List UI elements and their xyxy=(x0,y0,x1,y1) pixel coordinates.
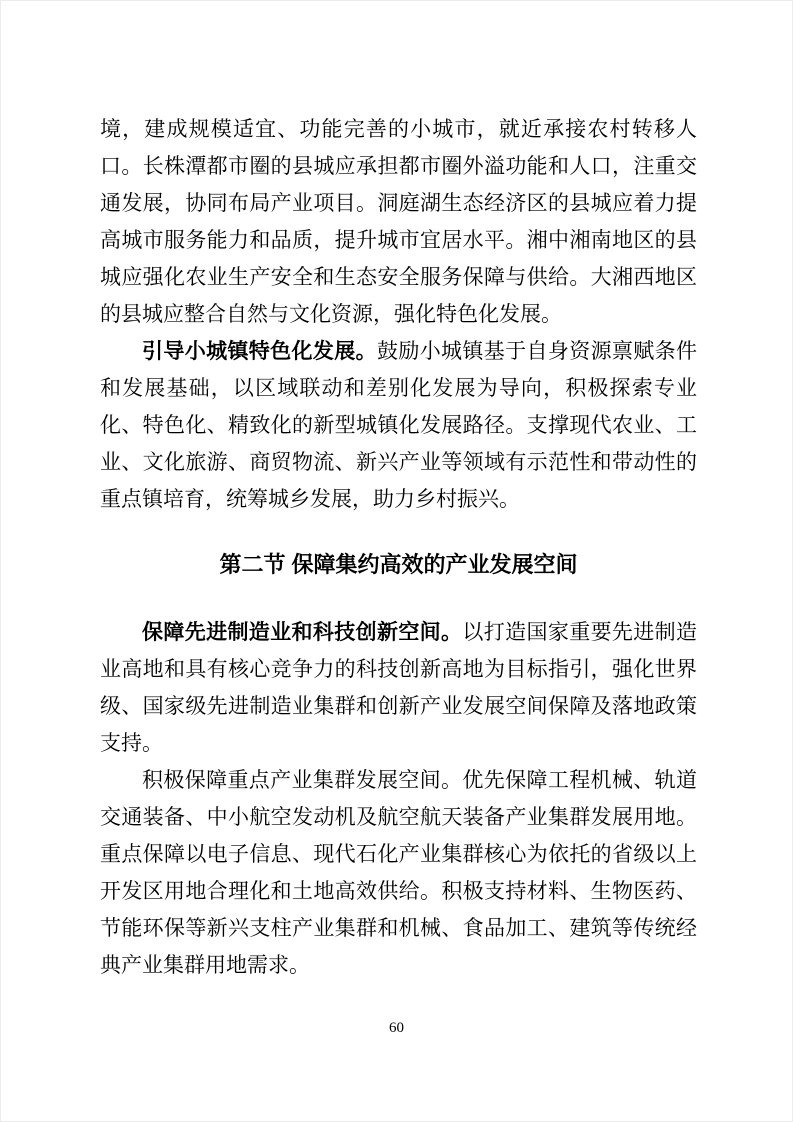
page-content xyxy=(100,111,697,984)
section-heading: 第二节 保障集约高效的产业发展空间 xyxy=(219,552,578,577)
paragraph-industry-clusters: 积极保障重点产业集群发展空间。优先保障工程机械、轨道交通装备、中小航空发动机及航空航天装备产业集群发展用地。重点保障以电子信息、现代石化产业集群核心为依托的省级以上开发区用地合理化和土地高效供给。积极支持材料、生物医药、节能环保等新兴支柱产业集群和机械、食品加工、建筑等传统经典产业集群用地需求。 xyxy=(100,768,697,977)
paragraph-text: 以打造国家重要先进制造业高地和具有核心竞争力的科技创新高地为目标指引，强化世界级、国家级先进制造业集群和创新产业发展空间保障及落地政策支持。 xyxy=(100,620,698,755)
paragraph-lead: 引导小城镇特色化发展。 xyxy=(142,340,377,363)
paragraph-continuation: 境，建成规模适宜、功能完善的小城市，就近承接农村转移人口。长株潭都市圈的县城应承担都市圈外溢功能和人口，注重交通发展，协同布局产业项目。洞庭湖生态经济区的县城应着力提高城市服务能力和品质，提升城市宜居水平。湘中湘南地区的县城应强化农业生产安全和生态安全服务保障与供给。大湘西地区的县城应整合自然与文化资源，强化特色化发展。 xyxy=(100,117,697,326)
paragraph-manufacturing xyxy=(100,614,697,762)
paragraph-text: 鼓励小城镇基于自身资源禀赋条件和发展基础，以区域联动和差别化发展为导向，积极探索专业化、特色化、精致化的新型城镇化发展路径。支撑现代农业、工业、文化旅游、商贸物流、新兴产业等领域有示范性和带动性的重点镇培育，统筹城乡发展，助力乡村振兴。 xyxy=(100,339,698,511)
paragraph-small-towns xyxy=(100,333,697,518)
paragraph-lead: 保障先进制造业和科技创新空间。 xyxy=(142,621,463,644)
page-footer xyxy=(1,1019,792,1037)
page-number: 60 xyxy=(389,1020,404,1036)
